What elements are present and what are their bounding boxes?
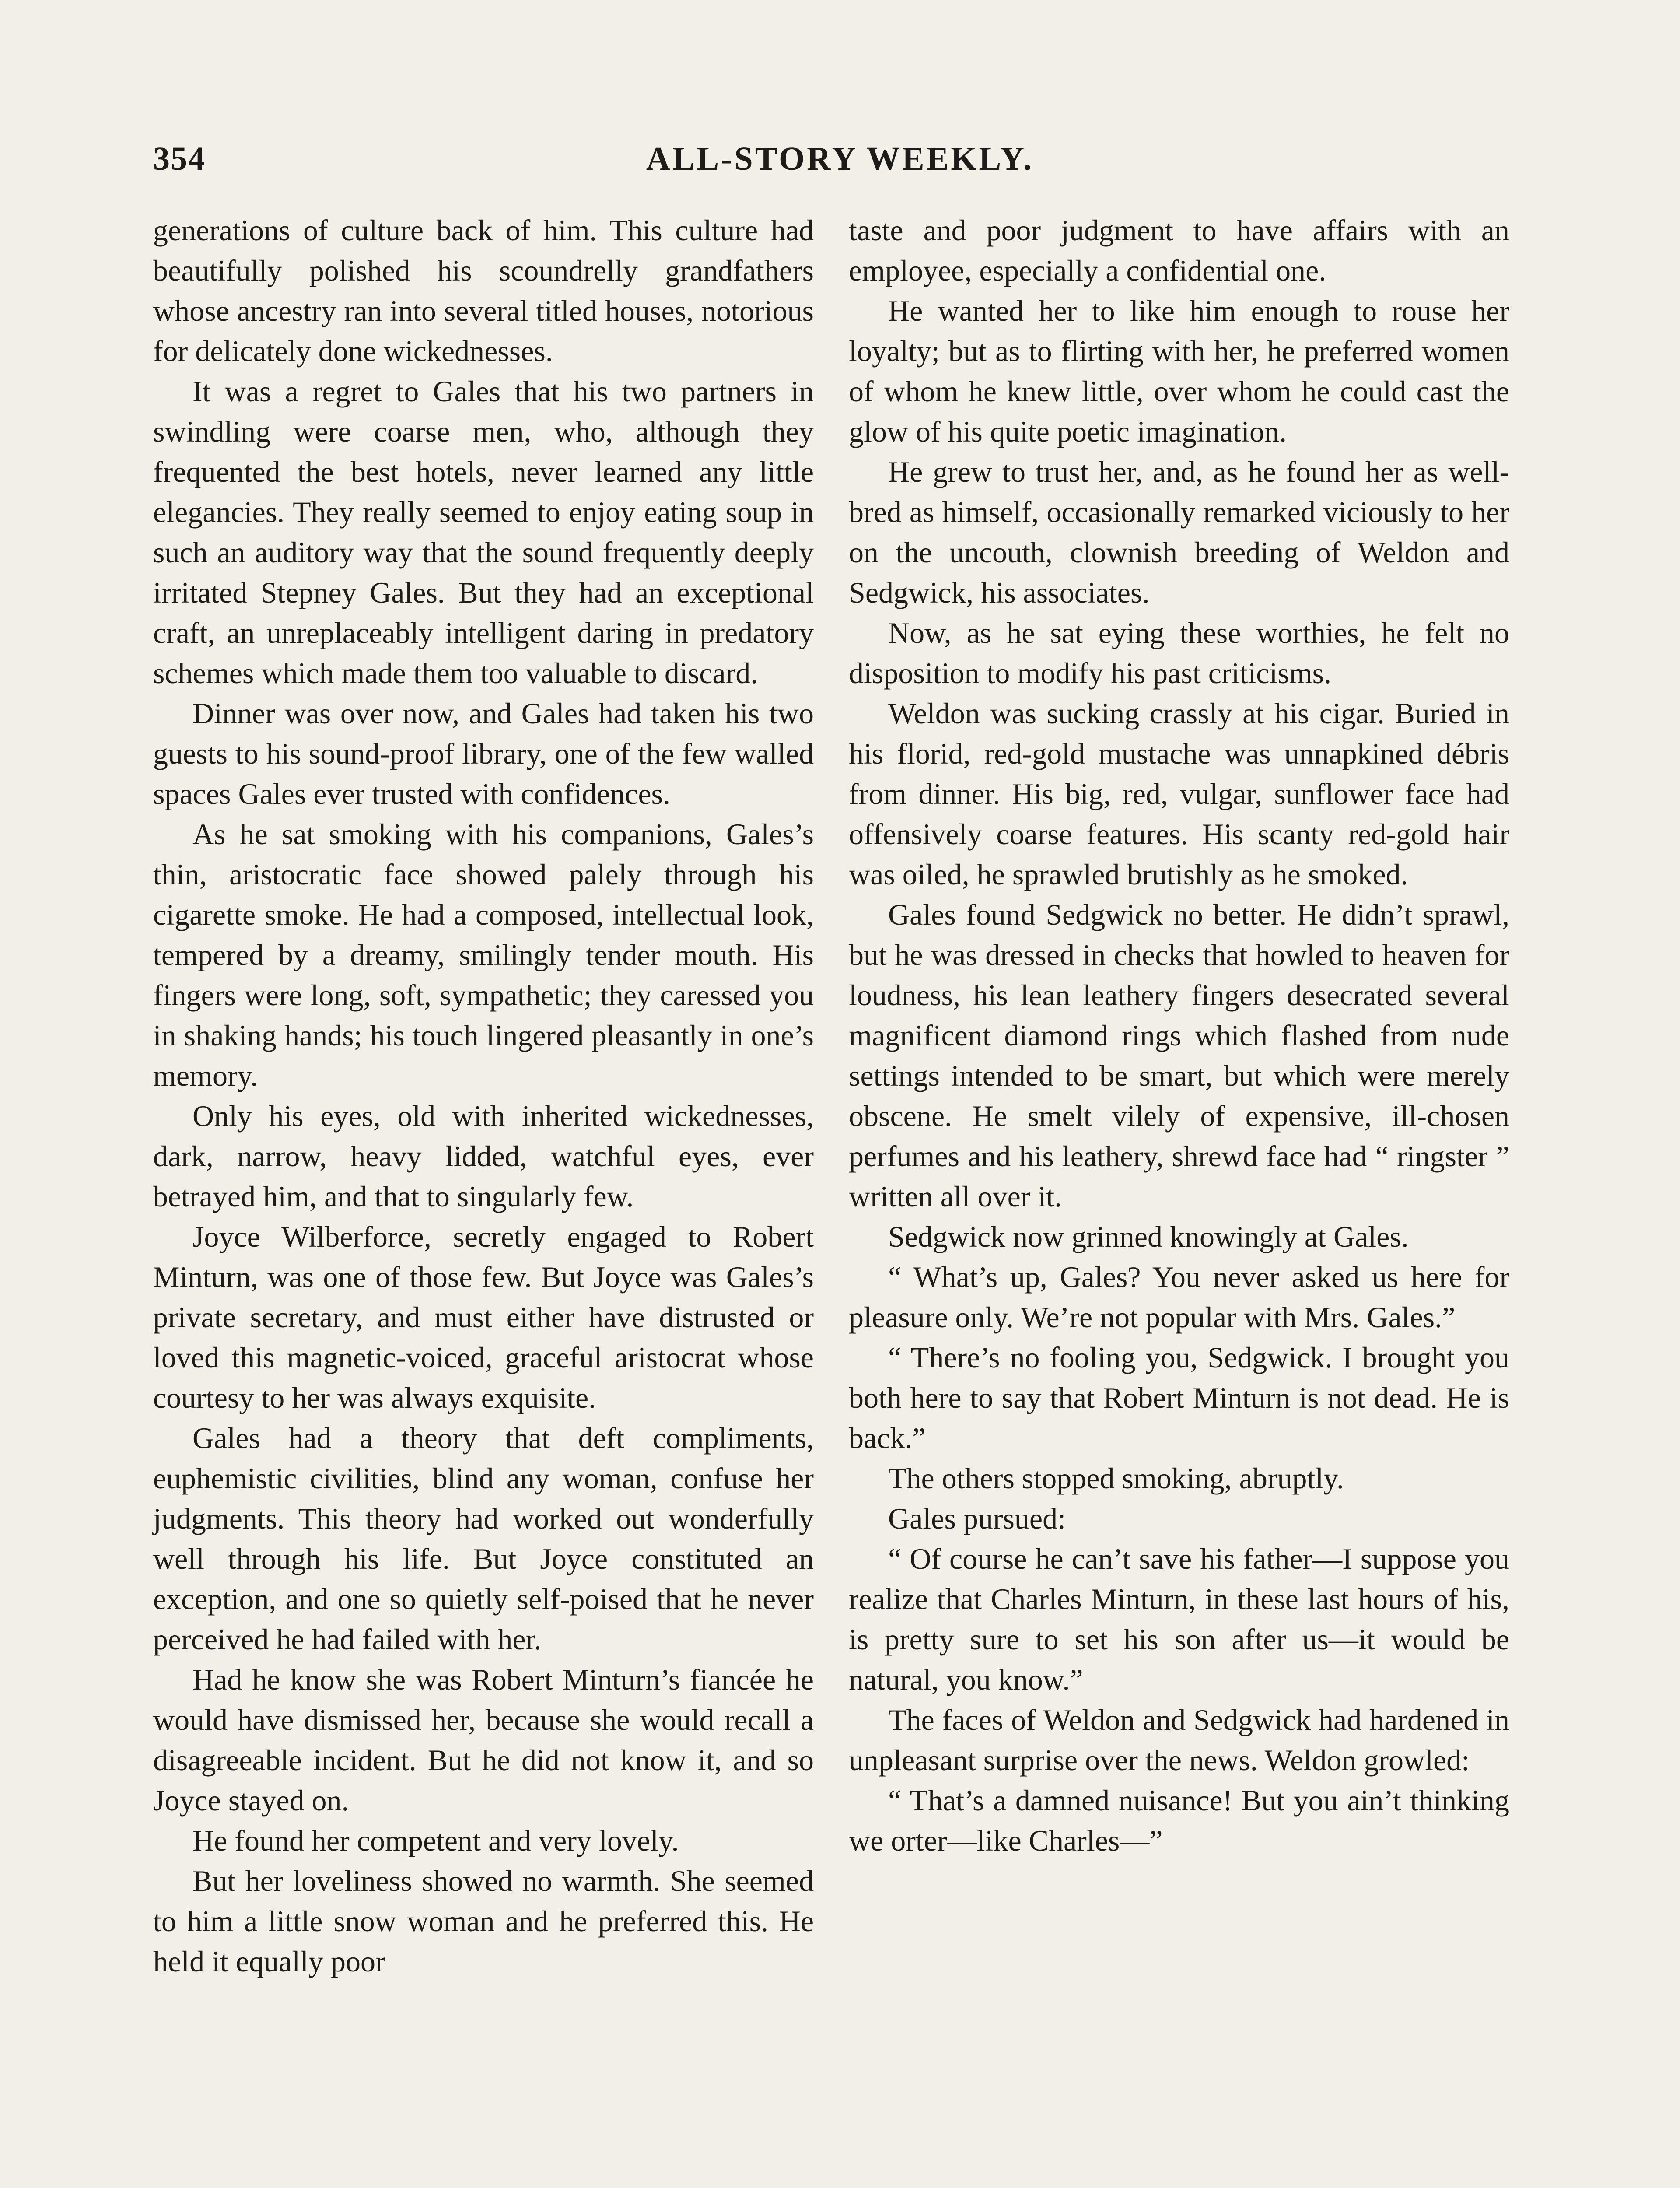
running-title: ALL-STORY WEEKLY. xyxy=(646,140,1034,177)
paragraph: Weldon was sucking crassly at his cigar. Buried in his florid, red-gold mustache was unnapkined débris from dinner. His big, red, vulgar, sunflower face had offensively coarse features. His scanty red-gold hair was oiled, he sprawled brutishly as he smoked. xyxy=(849,697,1509,891)
paragraph: taste and poor judgment to have affairs with an employee, especially a confidential one. xyxy=(849,214,1509,287)
paragraph: Dinner was over now, and Gales had taken his two guests to his sound-proof library, one of the few walled spaces Gales ever trusted with confidences. xyxy=(153,697,814,810)
paragraph: “ What’s up, Gales? You never asked us here for pleasure only. We’re not popular with Mrs. Gales.” xyxy=(849,1260,1509,1334)
left-text-column xyxy=(153,210,814,1981)
paragraph: The faces of Weldon and Sedgwick had hardened in unpleasant surprise over the news. Weldon growled: xyxy=(849,1703,1509,1777)
paragraph: Gales pursued: xyxy=(888,1502,1066,1535)
paragraph: “ There’s no fooling you, Sedgwick. I brought you both here to say that Robert Minturn is not dead. He is back.” xyxy=(849,1341,1509,1455)
paragraph: But her loveliness showed no warmth. She seemed to him a little snow woman and he preferred this. He held it equally poor xyxy=(153,1864,814,1978)
paragraph: He found her competent and very lovely. xyxy=(192,1824,679,1857)
paragraph: “ That’s a damned nuisance! But you ain’t thinking we orter—like Charles—” xyxy=(849,1784,1509,1857)
page-header xyxy=(153,140,1527,188)
paragraph: Gales found Sedgwick no better. He didn’t sprawl, but he was dressed in checks that howled to heaven for loudness, his lean leathery fingers desecrated several magnificent diamond rings which flashed from nude settings intended to be smart, but which were merely obscene. He smelt vilely of expensive, ill-chosen perfumes and his leathery, shrewd face had “ ringster ” written all over it. xyxy=(849,898,1509,1213)
right-text-column xyxy=(849,210,1509,1861)
paragraph: It was a regret to Gales that his two partners in swindling were coarse men, who, although they frequented the best hotels, never learned any little elegancies. They really seemed to enjoy eating soup in such an auditory way that the sound frequently deeply irritated Stepney Gales. But they had an exceptional craft, an unreplaceably intelligent daring in predatory schemes which made them too valuable to discard. xyxy=(153,375,814,690)
paragraph: Sedgwick now grinned knowingly at Gales. xyxy=(888,1220,1409,1253)
paragraph: Gales had a theory that deft compliments, euphemistic civilities, blind any woman, confuse her judgments. This theory had worked out wonderfully well through his life. But Joyce constituted an exception, and one so quietly self-poised that he never perceived he had failed with her. xyxy=(153,1421,814,1656)
page-number: 354 xyxy=(153,140,206,177)
paragraph: Joyce Wilberforce, secretly engaged to Robert Minturn, was one of those few. But Joyce was Gales’s private secretary, and must either have distrusted or loved this magnetic-voiced, graceful aristocrat whose courtesy to her was always exquisite. xyxy=(153,1220,814,1414)
paragraph: Had he know she was Robert Minturn’s fiancée he would have dismissed her, because she would recall a disagreeable incident. But he did not know it, and so Joyce stayed on. xyxy=(153,1663,814,1817)
paragraph: “ Of course he can’t save his father—I suppose you realize that Charles Minturn, in these last hours of his, is pretty sure to set his son after us—it would be natural, you know.” xyxy=(849,1542,1509,1696)
paragraph: The others stopped smoking, abruptly. xyxy=(888,1462,1344,1495)
paragraph: Only his eyes, old with inherited wickednesses, dark, narrow, heavy lidded, watchful eyes, ever betrayed him, and that to singularly few. xyxy=(153,1099,814,1213)
paragraph: He wanted her to like him enough to rouse her loyalty; but as to flirting with her, he preferred women of whom he knew little, over whom he could cast the glow of his quite poetic imagination. xyxy=(849,294,1509,448)
paragraph: Now, as he sat eying these worthies, he felt no disposition to modify his past criticisms. xyxy=(849,616,1509,690)
paragraph: generations of culture back of him. This culture had beautifully polished his scoundrelly grandfathers whose ancestry ran into several titled houses, notorious for delicately done wickednesses. xyxy=(153,214,814,368)
paragraph: He grew to trust her, and, as he found her as well-bred as himself, occasionally remarked viciously to her on the uncouth, clownish breeding of Weldon and Sedgwick, his associates. xyxy=(849,455,1509,609)
paragraph: As he sat smoking with his companions, Gales’s thin, aristocratic face showed palely through his cigarette smoke. He had a composed, intellectual look, tempered by a dreamy, smilingly tender mouth. His fingers were long, soft, sympathetic; they caressed you in shaking hands; his touch lingered pleasantly in one’s memory. xyxy=(153,817,814,1092)
